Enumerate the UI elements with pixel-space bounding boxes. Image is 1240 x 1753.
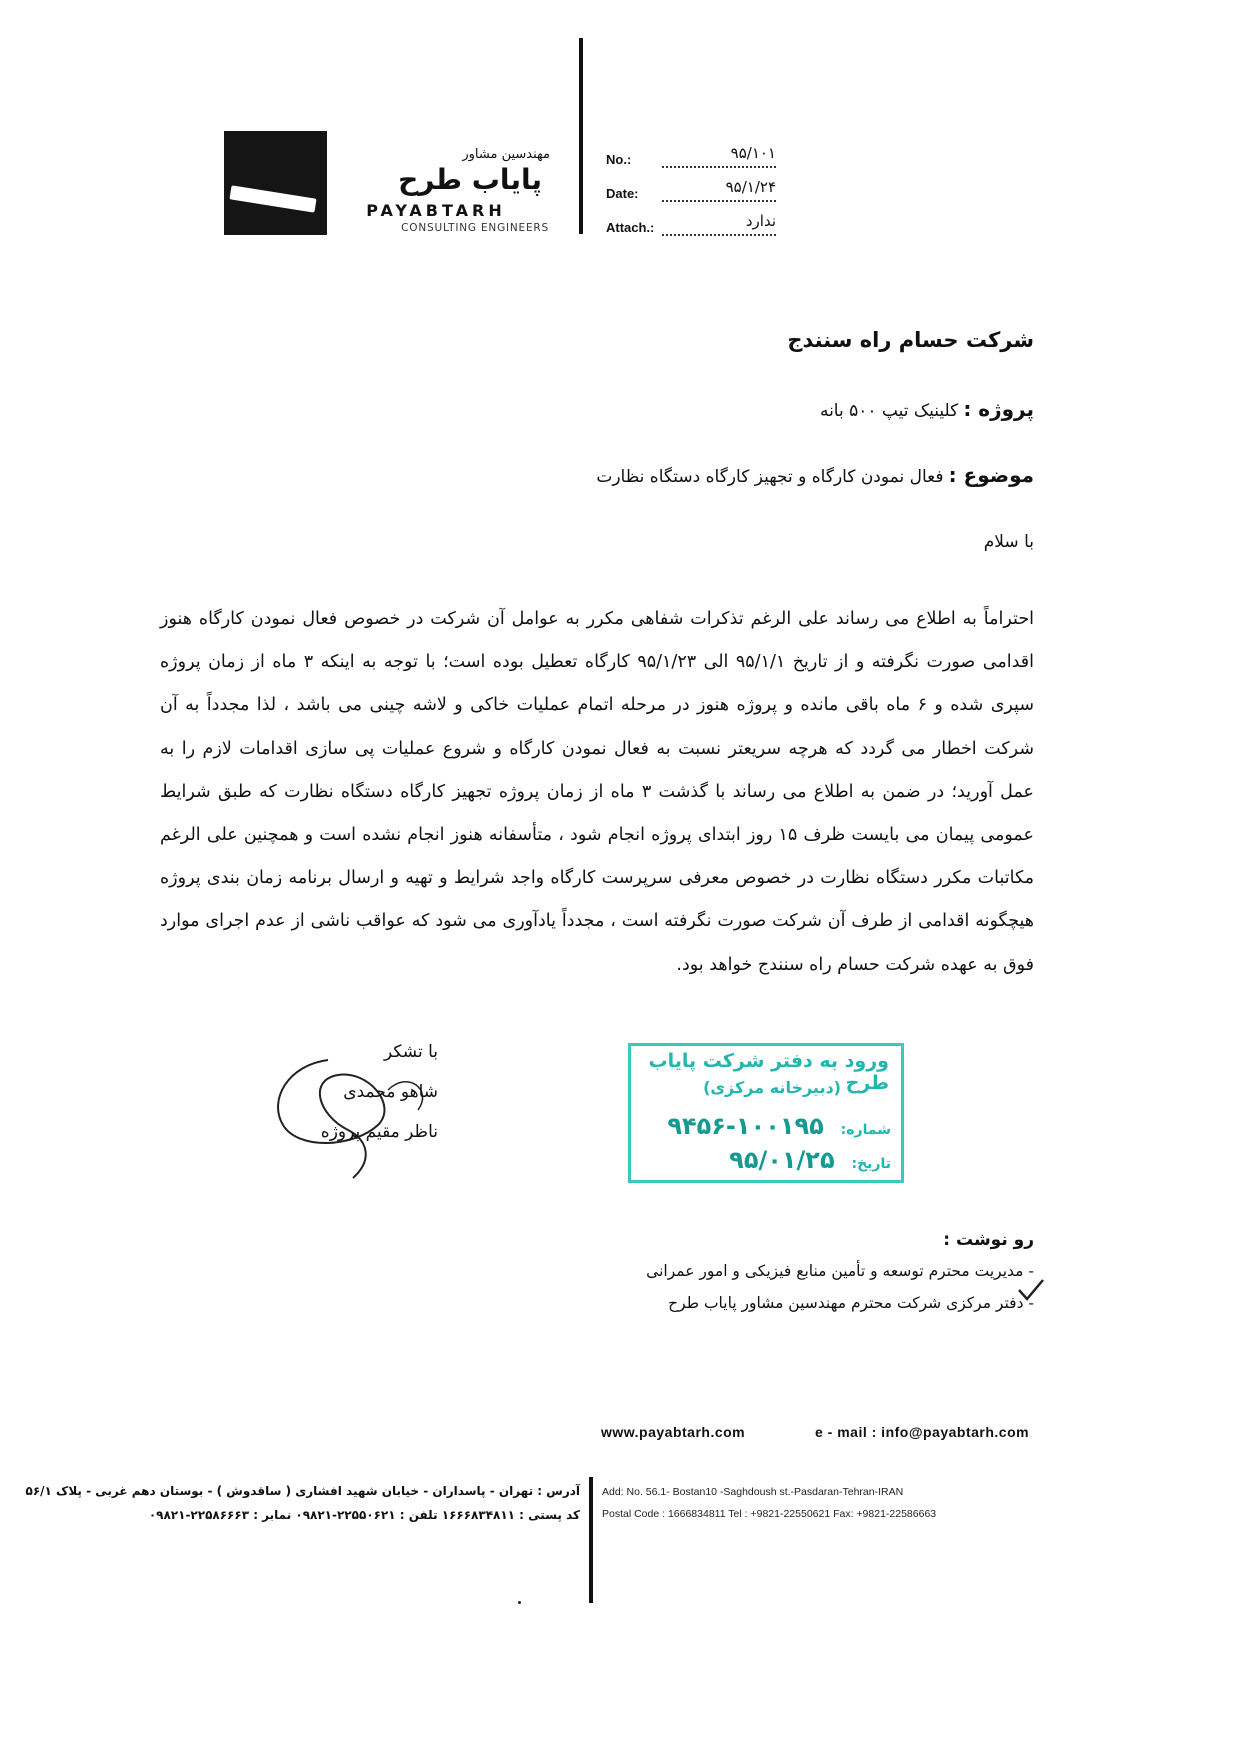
footer-address-en: Add: No. 56.1- Bostan10 -Saghdoush st.-Pasdaran-Tehran-IRAN	[602, 1486, 904, 1498]
stamp-number-label: شماره:	[840, 1122, 891, 1138]
letter-date-row	[606, 178, 776, 204]
logo-subtitle-fa: مهندسین مشاور	[462, 147, 550, 162]
letter-number-row	[606, 144, 776, 170]
footer-email: e - mail : info@payabtarh.com	[815, 1424, 1030, 1440]
header-divider	[579, 38, 583, 234]
footer-postal-en: Postal Code : 1666834811 Tel : +9821-22550621 Fax: +9821-22586663	[602, 1508, 937, 1520]
subject-label: موضوع :	[948, 463, 1034, 487]
footer-website: www.payabtarh.com	[601, 1424, 746, 1440]
dotted-line	[662, 166, 776, 168]
signature-block	[258, 1030, 438, 1180]
stamp-title: ورود به دفتر شرکت پایاب طرح	[648, 1050, 889, 1094]
footer-postal-fa: کد پستی : ۱۶۶۶۸۳۴۸۱۱ تلفن : ۲۲۵۵۰۶۲۱-۰۹۸۲۱ نمابر : ۲۲۵۸۶۶۶۳-۰۹۸۲۱	[148, 1508, 580, 1522]
greeting: با سلام	[983, 532, 1034, 552]
project-line	[234, 397, 1034, 421]
stamp-number-row	[667, 1112, 891, 1140]
letter-attach-value: ندارد	[745, 212, 776, 230]
scan-speck	[518, 1601, 521, 1604]
copies-item: - مدیریت محترم توسعه و تأمین منابع فیزیکی و امور عمرانی	[646, 1262, 1034, 1280]
stamp-number-value: ۱۰۰۱۹۵-۹۴۵۶	[667, 1112, 824, 1140]
recipient-company: شرکت حسام راه سنندج	[787, 328, 1034, 352]
subject-value: فعال نمودن کارگاه و تجهیز کارگاه دستگاه نظارت	[596, 467, 944, 487]
project-value: کلینیک تیپ ۵۰۰ بانه	[819, 401, 959, 421]
signature-name: شاهو محمدی	[343, 1082, 438, 1102]
company-logo-mark	[224, 131, 327, 235]
copies-title: رو نوشت :	[943, 1230, 1034, 1250]
dotted-line	[662, 234, 776, 236]
logo-name-fa: پایاب طرح	[398, 163, 542, 196]
subject-line	[234, 463, 1034, 487]
footer-address-fa: آدرس : تهران - پاسداران - خیابان شهید افشاری ( ساقدوش ) - بوستان دهم غربی - پلاک ۵۶/۱	[25, 1484, 580, 1498]
stamp-date-row	[729, 1146, 891, 1174]
logo-subtitle-en: CONSULTING ENGINEERS	[401, 222, 549, 234]
letter-date-label: Date:	[606, 186, 639, 201]
letter-number-value: ۹۵/۱۰۱	[730, 144, 776, 162]
receipt-stamp	[628, 1043, 904, 1183]
letter-attach-row	[606, 212, 776, 238]
letter-number-label: No.:	[606, 152, 632, 167]
letter-attach-label: Attach.:	[606, 220, 655, 235]
project-label: پروژه :	[963, 397, 1034, 421]
letter-date-value: ۹۵/۱/۲۴	[725, 178, 776, 196]
signature-title: ناظر مقیم پروژه	[320, 1122, 438, 1142]
signature-closing: با تشکر	[384, 1042, 438, 1062]
logo-band-shape	[229, 185, 316, 212]
footer-divider	[589, 1477, 593, 1603]
copies-item: - دفتر مرکزی شرکت محترم مهندسین مشاور پایاب طرح	[668, 1294, 1034, 1312]
stamp-subtitle: (دبیرخانه مرکزی)	[703, 1078, 841, 1097]
logo-name-en: PAYABTARH	[366, 201, 506, 220]
dotted-line	[662, 200, 776, 202]
stamp-date-label: تاریخ:	[851, 1156, 891, 1172]
letter-body: احتراماً به اطلاع می رساند علی الرغم تذکرات شفاهی مکرر به عوامل آن شرکت در خصوص فعال نمودن کارگاه هنوز اقدامی صورت نگرفته و از تاریخ ۹۵/۱/۱ الی ۹۵/۱/۲۳ کارگاه تعطیل بوده است؛ با توجه به اینکه ۳ ماه از زمان پروژه سپری شده و ۶ ماه باقی مانده و پروژه هنوز در مرحله اتمام عملیات خاکی و لاشه چینی می باشد ، لذا مجدداً به آن شرکت اخطار می گردد که هرچه سریعتر نسبت به فعال نمودن کارگاه و شروع عملیات پی سازی اقدامات لازم را به عمل آورید؛ در ضمن به اطلاع می رساند با گذشت ۳ ماه از زمان پروژه تجهیز کارگاه دستگاه نظارت که طبق شرایط عمومی پیمان می بایست ظرف ۱۵ روز ابتدای پروژه انجام شود ، متأسفانه هنوز انجام نشده است و همچنین علی الرغم مکاتبات مکرر دستگاه نظارت در خصوص معرفی سرپرست کارگاه واجد شرایط و تهیه و ارسال برنامه زمان بندی پروژه هیچگونه اقدامی از طرف آن شرکت صورت نگرفته است ، مجدداً یادآوری می شود که عواقب ناشی از عدم اجرای موارد فوق به عهده شرکت حسام راه سنندج خواهد بود.	[160, 609, 1034, 975]
stamp-date-value: ۹۵/۰۱/۲۵	[729, 1146, 835, 1174]
